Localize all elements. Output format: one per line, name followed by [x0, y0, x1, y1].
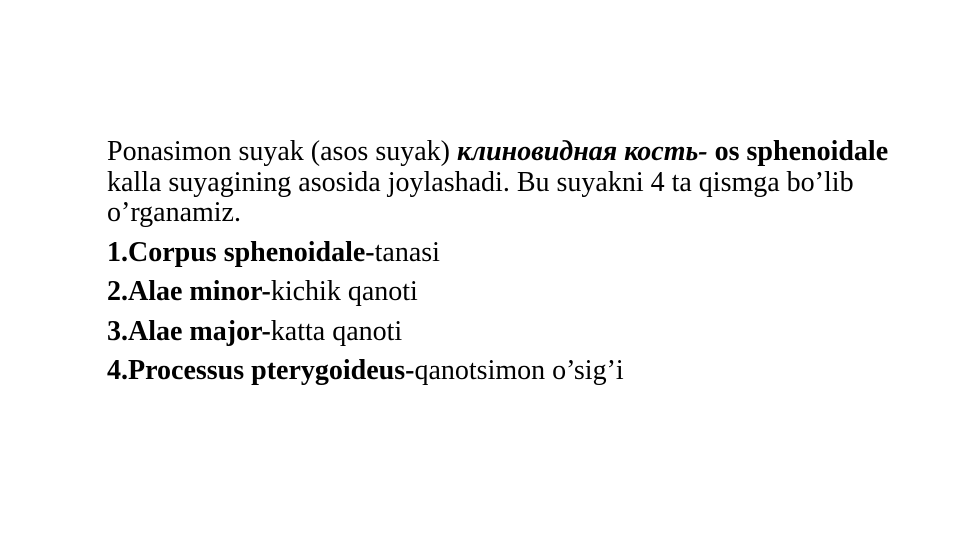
item-definition: tanasi: [374, 236, 440, 268]
latin-term: os sphenoidale: [714, 136, 889, 167]
item-term: 4.Processus pterygoideus-: [107, 355, 415, 386]
intro-paragraph: [107, 137, 907, 229]
item-term: 2.Alae minor-: [107, 276, 271, 307]
item-definition: kichik qanoti: [270, 276, 418, 307]
item-definition: qanotsimon o’sig’i: [414, 355, 624, 386]
intro-text-continuation: kalla suyagining asosida joylashadi. Bu suyakni 4 ta qismga bo’lib o’rganamiz.: [107, 166, 854, 228]
bone-parts-list: [107, 238, 907, 387]
item-term: 1.Corpus sphenoidale-: [107, 236, 375, 268]
intro-text-uzbek: Ponasimon suyak (asos suyak): [107, 136, 457, 167]
list-item: [107, 238, 907, 269]
list-item: [107, 356, 907, 387]
slide-text-block: [107, 137, 907, 387]
russian-term: клиновидная кость-: [456, 136, 715, 167]
list-item: [107, 277, 907, 308]
item-term: 3.Alae major-: [107, 315, 271, 347]
item-definition: katta qanoti: [270, 315, 403, 347]
list-item: [107, 317, 907, 348]
